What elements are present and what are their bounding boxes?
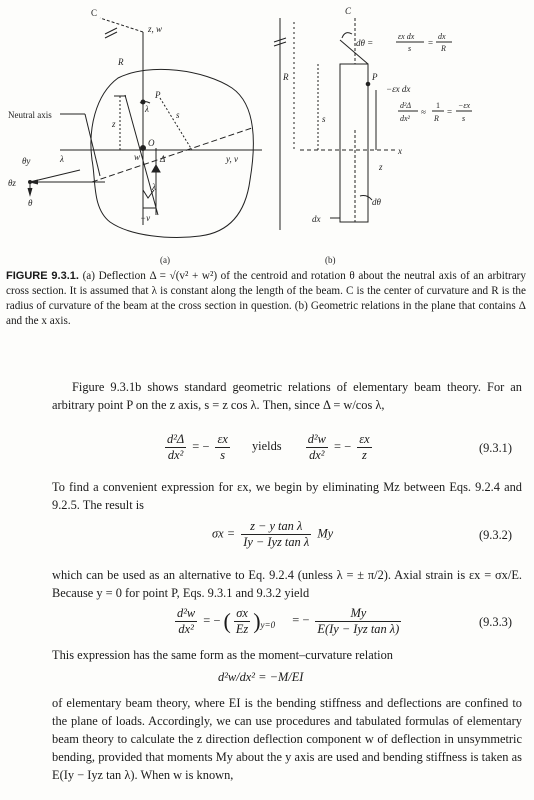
label-r-a: R [118,57,124,67]
label-delta-a: Δ [160,154,166,164]
figure-9-3-1 [0,0,534,270]
eq1-yields: yields [251,439,282,454]
label-eq-dx: dx [438,32,446,41]
eq3-sig: σx [234,606,250,622]
eq2-lhs: σx = [212,526,236,541]
paragraph-5: of elementary beam theory, where EI is the bending stiffness and deflections are confined to the plane of loads. Accordingly, we can use procedures and tabulated formulas of elementary beam theory to calculate the z direction deflection component w of deflection in unsymmetric bending, provided that moments My about the y axis are used and bending stiffness is taken as E(Iy − Iyz tan λ). When w is known, [52,696,522,782]
eq1-s: s [220,448,226,462]
eq1-right-num: d²w [307,432,326,446]
eq1-left-den: dx² [167,448,184,462]
label-eps-dx: εx dx [398,32,415,41]
label-p-a: P [155,90,161,100]
label-o-a: O [148,138,155,148]
paragraph-2: To find a convenient expression for εx, we begin by eliminating Mz between Eqs. 9.2.4 and 9.2.5. The result is [52,480,522,512]
eq1-right-den: dx² [309,448,325,462]
label-approx-one: 1 [436,101,440,110]
label-over-r: R [441,44,446,53]
eq1-z: z [361,448,367,462]
equation-number-9-3-1: (9.3.1) [478,441,512,455]
label-y-v: y, v [226,154,238,164]
label-minus-v: −v [140,213,151,223]
equation-9-3-3: $\frac{\text{d²w}}{\text{dx²}}$ = − ( $\frac{\sigma x}{Ez}$ )$_{y=0}$ = − $\frac{My}{\text{E(Iy − Iyz tan λ)}}$ [177,606,400,636]
label-minus-eps: −εx [458,101,471,110]
panel-b-label: (b) [325,255,336,265]
eq1-eps: εx [217,432,228,446]
eq3-den2: E(Iy − Iyz tan λ) [317,622,400,636]
label-c-a: C [91,8,98,18]
eq2-my: My [317,526,334,541]
figure-caption-text: (a) Deflection Δ = √(v² + w²) of the centroid and rotation θ about the neutral axis of an arbitrary cross section. It is assumed that λ is constant along the length of the beam. C is the center of curvature and R is the radius of curvature of the beam at the cross section in question. (b) Geometric relations in the plane that contains Δ and the x axis. [6,270,526,327]
svg-text:=: = [428,38,434,48]
svg-text:=: = [447,107,453,117]
eq3-eq: = − [203,613,221,628]
svg-text:≈: ≈ [421,107,426,117]
equation-number-9-3-3: (9.3.3) [478,615,512,629]
label-dx2: dx² [400,114,410,123]
eq3-sub: y=0 [260,619,276,630]
panel-a-drawing [28,18,262,237]
paragraph-1: Figure 9.3.1b shows standard geometric relations of elementary beam theory. For an arbitrary point P on the z axis, s = z cos λ. Then, since Δ = w/cos λ, [52,380,522,412]
label-lambda-a2: λ [152,182,156,192]
label-dtheta-bottom: dθ [372,197,381,207]
eq3-my: My [315,606,401,622]
label-x-b: x [398,146,402,156]
label-theta-z: θz [8,178,16,188]
label-s-a: s [176,110,180,120]
label-neutral-axis: Neutral axis [8,110,52,120]
equation-number-9-3-2: (9.3.2) [478,528,512,542]
panel-a-label: (a) [160,255,170,265]
paragraph-4: This expression has the same form as the moment–curvature relation [52,648,393,662]
label-dtheta-top: dθ = [356,38,374,48]
label-s-b: s [322,114,326,124]
eq1-left-num: d²Δ [167,432,185,446]
label-z-w: z, w [148,24,163,34]
label-approx-r: R [434,114,439,123]
label-r-b: R [283,72,289,82]
eq3-ez: Ez [235,622,249,636]
label-minus-eps-dx: −εx dx [386,84,411,94]
eq1-eq2: = − [334,439,352,454]
figure-caption [6,269,526,329]
label-d2delta: d²Δ [400,101,412,110]
eq1-eq: = − [192,439,210,454]
label-p-b: P [372,72,378,82]
label-z-dim: z [112,119,116,129]
eq2-num: z − y tan λ [241,519,311,535]
eq3-num: d²w [177,606,196,620]
label-w-a: w [134,152,141,162]
eq3-eq2: = − [292,613,310,628]
equation-9-3-1 [162,432,375,463]
equation-moment-curvature: d²w/dx² = −M/EI [218,670,304,684]
label-approx-s: s [462,114,466,123]
label-dx-b: dx [312,214,321,224]
label-theta-y: θy [22,156,31,166]
equation-9-3-2 [212,519,333,550]
label-theta: θ [28,198,33,208]
label-z-b: z [379,162,383,172]
eq1-eps2: εx [359,432,370,446]
label-lambda-vec: λ [60,154,64,164]
paragraph-3: which can be used as an alternative to Eq. 9.2.4 (unless λ = ± π/2). Axial strain is εx = σx/E. Because y = 0 for point P, Eqs. 9.3.1 and 9.3.2 yield [52,568,522,600]
beam-element [340,64,368,222]
label-over-s: s [408,44,412,53]
figure-caption-label: FIGURE 9.3.1. [6,270,79,282]
label-c-b: C [345,6,352,16]
label-lambda-a: λ [145,104,149,114]
panel-a-labels [8,8,238,265]
eq3-den: dx² [178,622,194,636]
eq2-den: Iy − Iyz tan λ [243,535,310,549]
panel-b-labels [282,6,472,265]
